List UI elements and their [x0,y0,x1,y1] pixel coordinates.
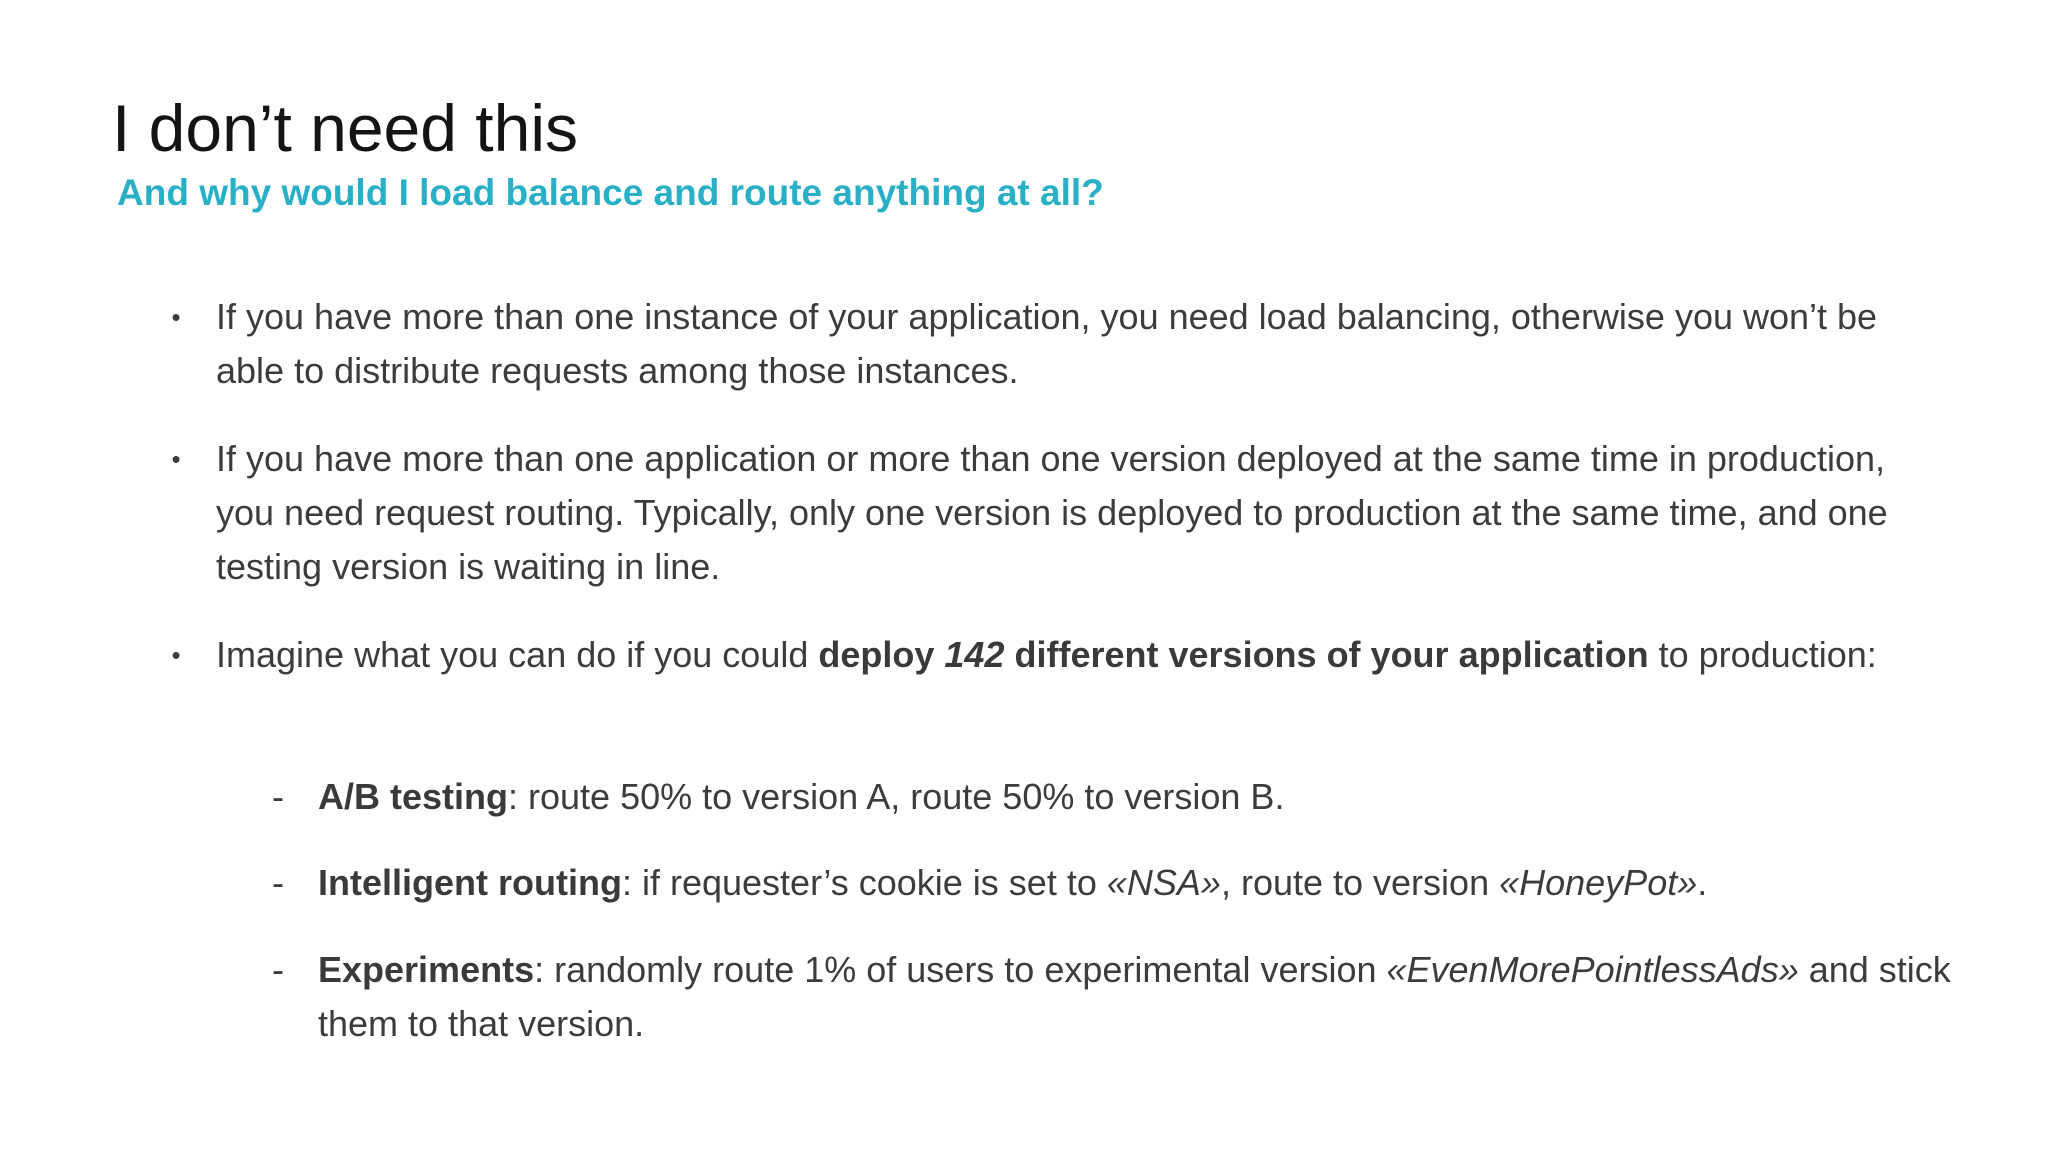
sub-item-label: A/B testing [318,776,509,817]
bullet-item-3 [171,628,1936,682]
bullet-text-post: to production: [1648,634,1877,675]
bullet-item-1 [171,290,1936,398]
slide-subtitle: And why would I load balance and route anything at all? [117,172,1104,213]
sub-item-text: : route 50% to version A, route 50% to version B. [508,776,1285,817]
bold-part-b: different versions of your application [1004,634,1649,675]
sub-item-label: Intelligent routing [318,862,622,903]
bullet-mark: • [171,444,181,474]
slide-title: I don’t need this [112,91,578,165]
sub-item-italic-b: «HoneyPot» [1499,862,1698,903]
sub-item-text-a: : if requester’s cookie is set to [621,862,1107,903]
sub-item-experiments [272,943,1958,1051]
bullet-text-pre: Imagine what you can do if you could [216,634,819,675]
dash-mark: - [272,949,284,990]
dash-mark: - [272,862,284,903]
sub-item-italic-a: «EvenMorePointlessAds» [1386,949,1799,990]
bullet-text: If you have more than one application or more than one version deployed at the same time in production, you need request routing. Typically, only one version is deployed to production at the same time, and one testing version is waiting in line. [216,438,1888,587]
sub-item-label: Experiments [318,949,535,990]
sub-item-text-c: . [1697,862,1708,903]
dash-mark: - [272,776,284,817]
bold-italic-number: 142 [944,634,1005,675]
sub-item-italic-a: «NSA» [1106,862,1221,903]
bullet-item-2 [171,432,1936,594]
sub-item-text-b: and stick them to that version. [318,949,1951,1044]
bullet-mark: • [171,302,181,332]
sub-item-ab-testing [272,770,1958,824]
bullet-text-bold [818,634,1648,675]
bold-part-a: deploy [818,634,945,675]
bullet-text: If you have more than one instance of your application, you need load balancing, otherwise you won’t be able to distribute requests among those instances. [216,296,1878,391]
sub-item-intelligent-routing [272,856,1958,910]
sub-item-text-a: : randomly route 1% of users to experimental version [534,949,1387,990]
bullet-mark: • [171,640,181,670]
sub-item-text-b: , route to version [1220,862,1500,903]
